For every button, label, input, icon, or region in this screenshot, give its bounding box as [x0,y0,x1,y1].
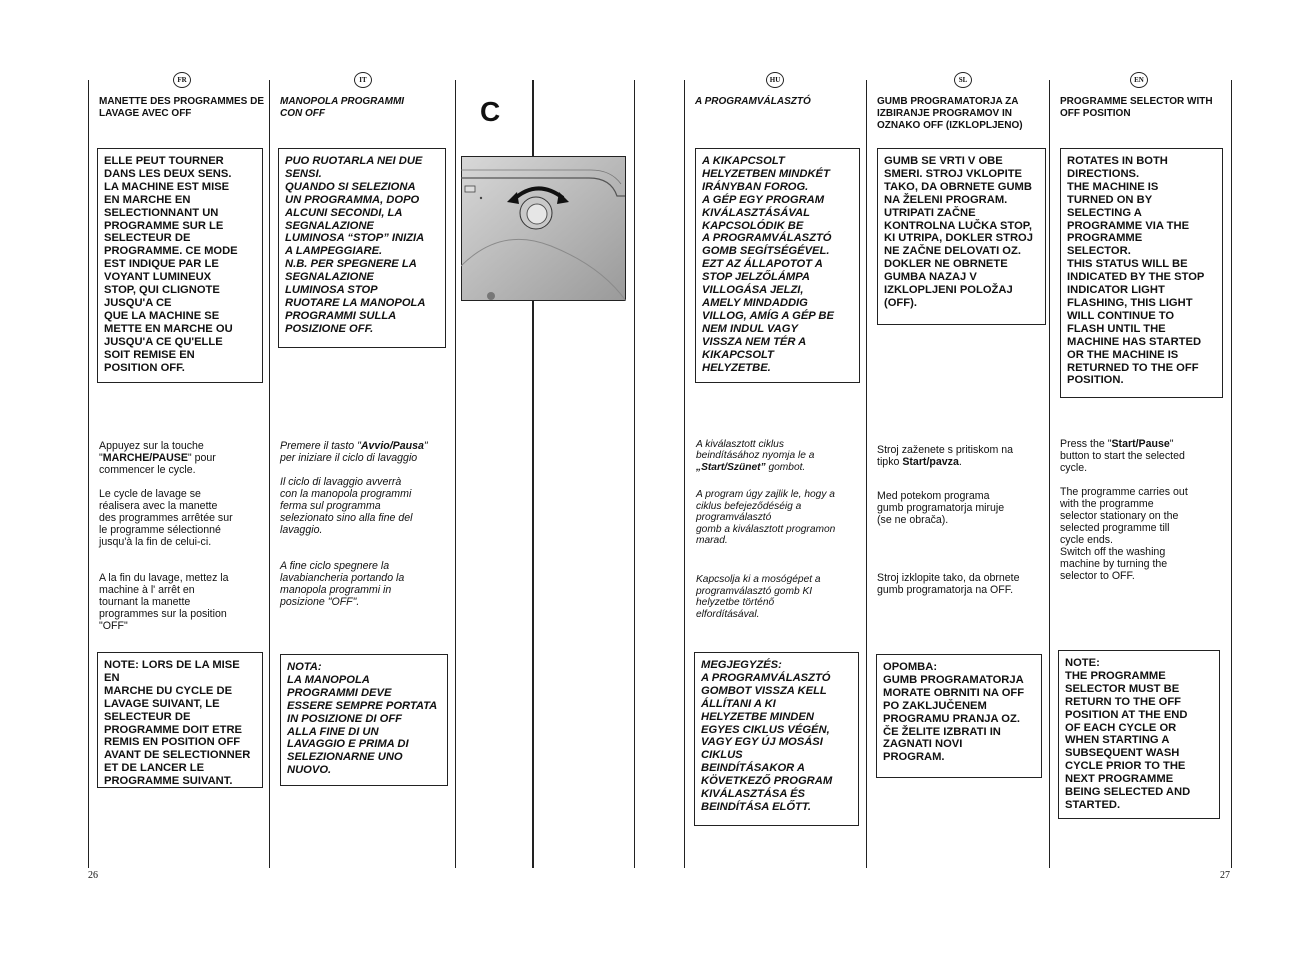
warning-box-hu: MEGJEGYZÉS: A PROGRAMVÁLASZTÓ GOMBOT VISSZA KELL ÁLLÍTANI A KI HELYZETBE MINDEN EGYES CIKLUS VÉGÉN, VAGY EGY ÚJ MOSÁSI CIKLUS BEINDÍTÁSAKOR A KÖVETKEZŐ PROGRAM KIVÁLASZTÁSA ÉS BEINDÍTÁSA ELŐTT. [694,652,859,826]
heading-en: PROGRAMME SELECTOR WITH OFF POSITION [1060,96,1213,119]
instructions-it: Premere il tasto "Avvio/Pausa" per iniziare il ciclo di lavaggio Il ciclo di lavaggio avverrà con la manopola programmi ferma sul programma selezionato sino alla fine del lavaggio. A fine ciclo spegnere la lavabiancheria portando la manopola programmi in posizione "OFF". [280,440,428,608]
divider [634,80,635,868]
flag-sl-icon: SL [954,72,972,98]
warning-box-en: NOTE: THE PROGRAMME SELECTOR MUST BE RETURN TO THE OFF POSITION AT THE END OF EACH CYCLE OR WHEN STARTING A SUBSEQUENT WASH CYCLE PRIOR TO THE NEXT PROGRAMME BEING SELECTED AND STARTED. [1058,650,1220,819]
warning-box-fr: NOTE: LORS DE LA MISE EN MARCHE DU CYCLE DE LAVAGE SUIVANT, LE SELECTEUR DE PROGRAMME DOIT ETRE REMIS EN POSITION OFF AVANT DE SELECTIONNER ET DE LANCER LE PROGRAMME SUIVANT. [97,652,263,788]
warning-box-sl: OPOMBA: GUMB PROGRAMATORJA MORATE OBRNITI NA OFF PO ZAKLJUČENEM PROGRAMU PRANJA OZ. ČE ŽELITE IZBRATI IN ZAGNATI NOVI PROGRAM. [876,654,1042,778]
instructions-fr: Appuyez sur la touche "MARCHE/PAUSE" pour commencer le cycle. Le cycle de lavage se réalisera avec la manette des programmes arrêtée sur le programme sélectionné jusqu'à la fin de celui-ci. A la fin du lavage, mettez la machine à l' arrêt en tournant la manette programmes sur la position "OFF" [99,440,233,632]
instructions-hu: A kiválasztott ciklus beindításához nyomja le a „Start/Szünet” gombot. A program úgy zajlik le, hogy a ciklus befejeződéséig a programválasztó gomb a kiválasztott programon marad. Kapcsolja ki a mosógépet a programválasztó gomb KI helyzetbe történő elfordításával. [696,438,836,620]
divider [88,80,89,868]
heading-sl: GUMB PROGRAMATORJA ZA IZBIRANJE PROGRAMOV IN OZNAKO OFF (IZKLOPLJENO) [877,96,1023,131]
divider [866,80,867,868]
flag-hu-icon: HU [766,72,784,98]
note-box-sl: GUMB SE VRTI V OBE SMERI. STROJ VKLOPITE TAKO, DA OBRNETE GUMB NA ŽELENI PROGRAM. UTRIPATI ZAČNE KONTROLNA LUČKA STOP, KI UTRIPA, DOKLER STROJ NE ZAČNE DELOVATI OZ. DOKLER NE OBRNETE GUMBA NAZAJ V IZKLOPLJENI POLOŽAJ (OFF). [877,148,1046,325]
divider [1231,80,1232,868]
flag-en-icon: EN [1130,72,1148,98]
note-box-fr: ELLE PEUT TOURNER DANS LES DEUX SENS. LA MACHINE EST MISE EN MARCHE EN SELECTIONNANT UN PROGRAMME SUR LE SELECTEUR DE PROGRAMME. CE MODE EST INDIQUE PAR LE VOYANT LUMINEUX STOP, QUI CLIGNOTE JUSQU'A CE QUE LA MACHINE SE METTE EN MARCHE OU JUSQU'A CE QU'ELLE SOIT REMISE EN POSITION OFF. [97,148,263,383]
instructions-en: Press the "Start/Pause" button to start the selected cycle. The programme carries out with the programme selector stationary on the selected programme till cycle ends. Switch off the washing machine by turning the selector to OFF. [1060,438,1188,582]
note-box-hu: A KIKAPCSOLT HELYZETBEN MINDKÉT IRÁNYBAN FOROG. A GÉP EGY PROGRAM KIVÁLASZTÁSÁVAL KAPCSOLÓDIK BE A PROGRAMVÁLASZTÓ GOMB SEGÍTSÉGÉVEL. EZT AZ ÁLLAPOTOT A STOP JELZŐLÁMPA VILLOGÁSA JELZI, AMELY MINDADDIG VILLOG, AMÍG A GÉP BE NEM INDUL VAGY VISSZA NEM TÉR A KIKAPCSOLT HELYZETBE. [695,148,860,383]
page-number-left: 26 [88,870,98,881]
warning-box-it: NOTA: LA MANOPOLA PROGRAMMI DEVE ESSERE SEMPRE PORTATA IN POSIZIONE DI OFF ALLA FINE DI UN LAVAGGIO E PRIMA DI SELEZIONARNE UNO NUOVO. [280,654,448,786]
divider [684,80,685,868]
selector-knob-illustration [461,156,626,301]
instructions-sl: Stroj zaženete s pritiskom na tipko Start/pavza. Med potekom programa gumb programatorja miruje (se ne obrača). Stroj izklopite tako, da obrnete gumb programatorja na OFF. [877,444,1020,596]
note-box-it: PUO RUOTARLA NEI DUE SENSI. QUANDO SI SELEZIONA UN PROGRAMMA, DOPO ALCUNI SECONDI, LA SEGNALAZIONE LUMINOSA “STOP” INIZIA A LAMPEGGIARE. N.B. PER SPEGNERE LA SEGNALAZIONE LUMINOSA STOP RUOTARE LA MANOPOLA PROGRAMMI SULLA POSIZIONE OFF. [278,148,446,348]
divider [269,80,270,868]
note-box-en: ROTATES IN BOTH DIRECTIONS. THE MACHINE IS TURNED ON BY SELECTING A PROGRAMME VIA THE PROGRAMME SELECTOR. THIS STATUS WILL BE INDICATED BY THE STOP INDICATOR LIGHT FLASHING, THIS LIGHT WILL CONTINUE TO FLASH UNTIL THE MACHINE HAS STARTED OR THE MACHINE IS RETURNED TO THE OFF POSITION. [1060,148,1223,398]
heading-fr: MANETTE DES PROGRAMMES DE LAVAGE AVEC OFF [99,96,265,119]
heading-it: MANOPOLA PROGRAMMI CON OFF [280,96,405,119]
divider [455,80,456,868]
page-number-right: 27 [1220,870,1230,881]
section-letter: C [480,96,501,127]
heading-hu: A PROGRAMVÁLASZTÓ [695,96,811,107]
divider [1049,80,1050,868]
flag-it-icon: IT [354,72,372,98]
flag-fr-icon: FR [173,72,191,98]
